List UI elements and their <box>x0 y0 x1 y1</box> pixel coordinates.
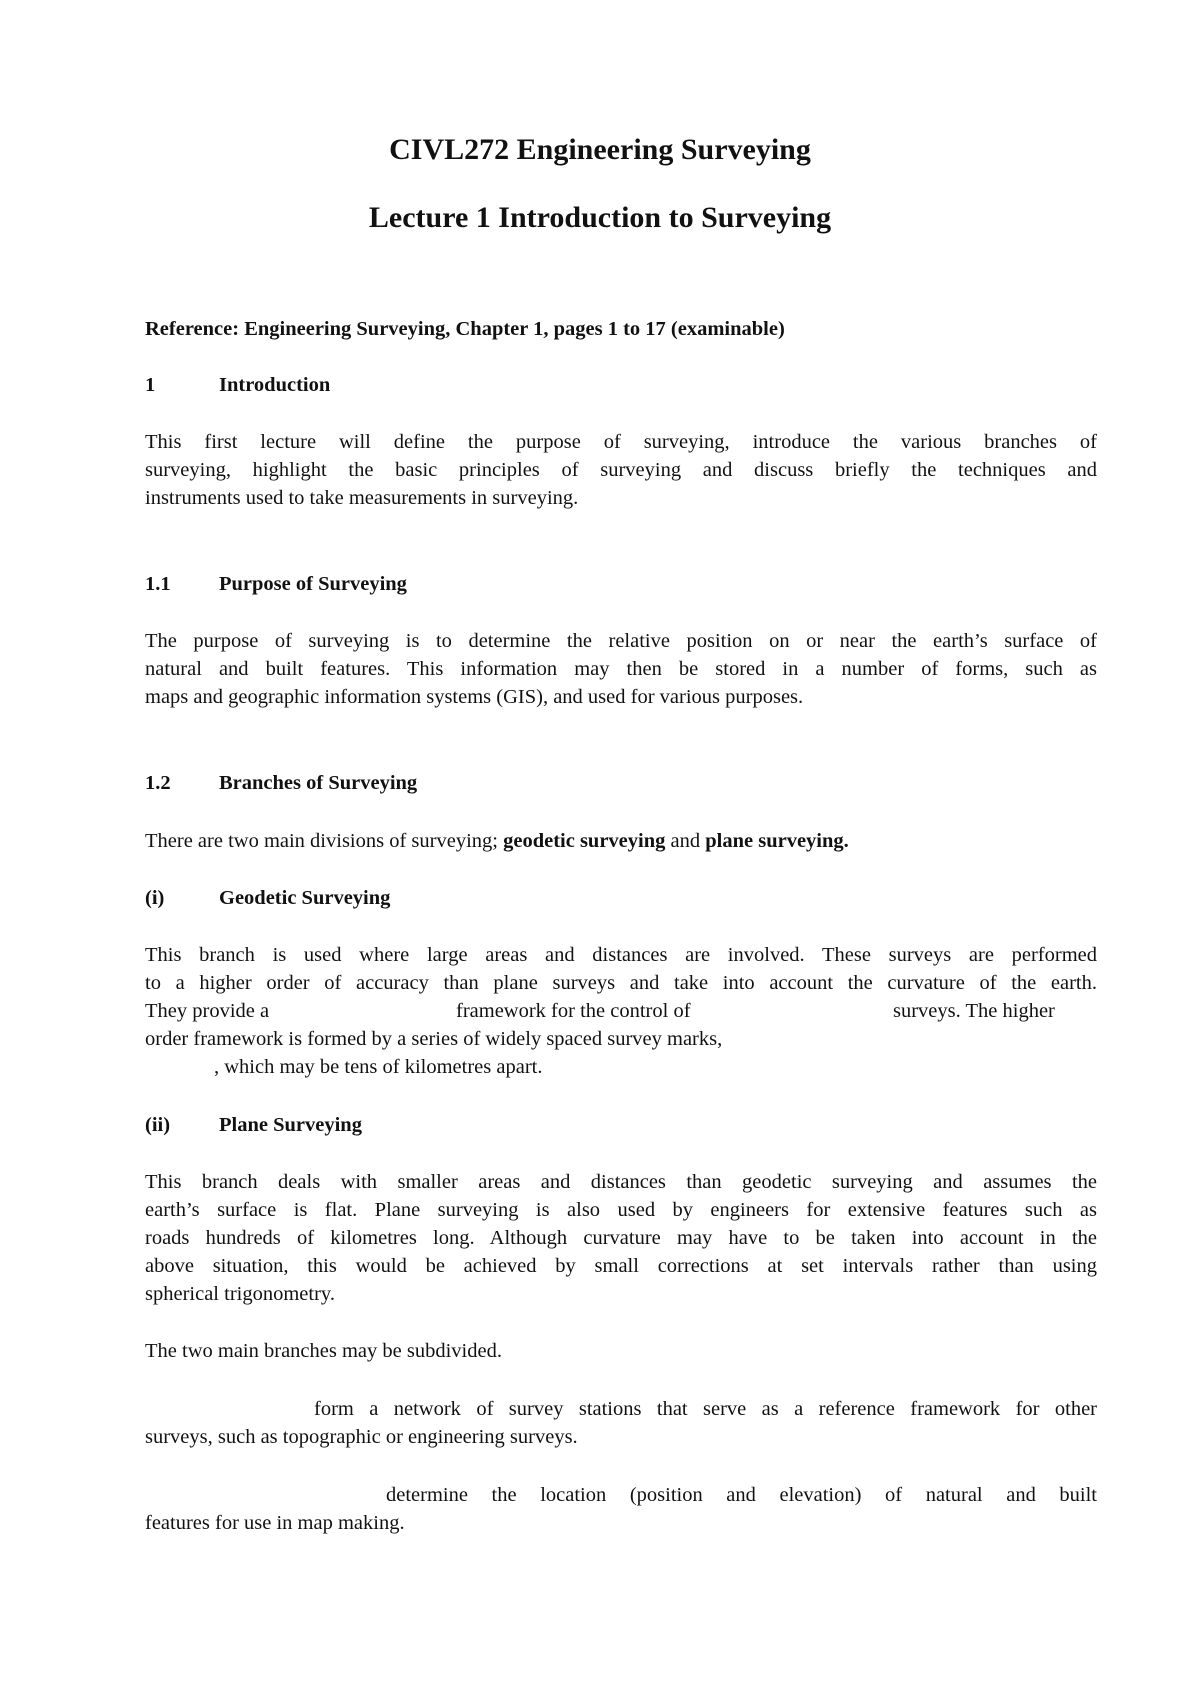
section-1-number: 1 <box>145 374 156 396</box>
section-1-1-heading: Purpose of Surveying <box>219 573 407 595</box>
topo-paragraph-line: features for use in map making. <box>145 1512 405 1534</box>
geodetic-heading: Geodetic Surveying <box>219 887 391 909</box>
lecture-title: Lecture 1 Introduction to Surveying <box>368 201 832 234</box>
intro-paragraph-line: instruments used to take measurements in surveying. <box>145 487 579 509</box>
section-1-2-heading: Branches of Surveying <box>219 772 418 794</box>
plane-number: (ii) <box>145 1114 171 1136</box>
plane-paragraph-line: roads hundreds of kilometres long. Although curvature may have to be taken into account in the <box>145 1227 1097 1249</box>
section-1-2-number: 1.2 <box>145 772 171 794</box>
control-paragraph-line: form a network of survey stations that serve as a reference framework for other <box>314 1398 1097 1420</box>
purpose-paragraph-line: The purpose of surveying is to determine the relative position on or near the earth’s surface of <box>145 630 1097 652</box>
geodetic-paragraph-line: order framework is formed by a series of widely spaced survey marks, <box>145 1028 723 1050</box>
intro-paragraph-line: This first lecture will define the purpose of surveying, introduce the various branches of <box>145 431 1097 453</box>
plane-paragraph-line: earth’s surface is flat. Plane surveying is also used by engineers for extensive features such as <box>145 1199 1097 1221</box>
section-1-1-number: 1.1 <box>145 573 171 595</box>
geodetic-paragraph-line: This branch is used where large areas and distances are involved. These surveys are performed <box>145 944 1097 966</box>
topo-paragraph-line: determine the location (position and elevation) of natural and built <box>386 1484 1097 1506</box>
geodetic-number: (i) <box>145 887 165 909</box>
geodetic-paragraph-line: to a higher order of accuracy than plane surveys and take into account the curvature of the earth. <box>145 972 1097 994</box>
plane-paragraph-line: above situation, this would be achieved by small corrections at set intervals rather than using <box>145 1255 1097 1277</box>
purpose-paragraph-line: natural and built features. This information may then be stored in a number of forms, such as <box>145 658 1097 680</box>
geodetic-paragraph-fragment: framework for the control of <box>456 1000 691 1022</box>
section-1-heading: Introduction <box>219 374 331 396</box>
plane-term: plane surveying. <box>705 830 849 852</box>
branches-intro <box>145 828 849 854</box>
geodetic-paragraph-fragment: They provide a <box>145 1000 270 1022</box>
course-title: CIVL272 Engineering Surveying <box>389 133 811 166</box>
intro-paragraph-line: surveying, highlight the basic principles of surveying and discuss briefly the techniques and <box>145 459 1097 481</box>
purpose-paragraph-line: maps and geographic information systems (GIS), and used for various purposes. <box>145 686 804 708</box>
subdivided-line: The two main branches may be subdivided. <box>145 1340 502 1362</box>
control-paragraph-line: surveys, such as topographic or engineering surveys. <box>145 1426 578 1448</box>
plane-heading: Plane Surveying <box>219 1114 362 1136</box>
branches-intro-and: and <box>665 830 706 852</box>
plane-paragraph-line: spherical trigonometry. <box>145 1283 335 1305</box>
branches-intro-text: There are two main divisions of surveying; <box>145 830 504 852</box>
geodetic-paragraph-fragment: surveys. The higher <box>893 1000 1055 1022</box>
geodetic-paragraph-fragment: , which may be tens of kilometres apart. <box>214 1056 543 1078</box>
plane-paragraph-line: This branch deals with smaller areas and distances than geodetic surveying and assumes the <box>145 1171 1097 1193</box>
reference-line: Reference: Engineering Surveying, Chapter 1, pages 1 to 17 (examinable) <box>145 318 785 340</box>
geodetic-term: geodetic surveying <box>503 830 666 852</box>
